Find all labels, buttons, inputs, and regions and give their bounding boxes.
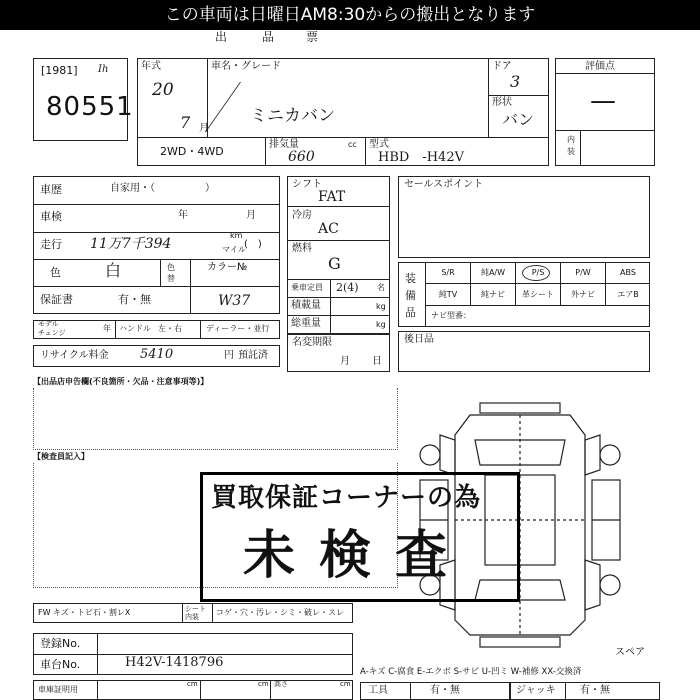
handle-value: 左・右 [158, 324, 182, 333]
gross-weight-label: 総重量 [291, 318, 321, 329]
month-value: 7 [180, 113, 191, 132]
form-title-fragment: 出 [215, 30, 228, 44]
equipment-label: 装備品 [405, 272, 416, 319]
mileage-label: 走行 [40, 238, 62, 251]
model-value: ミニカバン [250, 106, 335, 126]
sales-point-label: セールスポイント [404, 179, 484, 190]
equip-airbag: エアB [606, 284, 650, 306]
mileage-value: 11万7千394 [90, 236, 172, 252]
equip-leather-seat: 革シート [516, 284, 561, 306]
equip-genuine-navi: 純ナビ [471, 284, 516, 306]
aircon-label: 冷房 [292, 210, 312, 221]
equip-aftermarket-navi: 外ナビ [561, 284, 606, 306]
doors-label: ドア [492, 61, 512, 72]
shift-label: シフト [292, 179, 322, 190]
jack-value: 有・無 [580, 685, 610, 696]
equip-sunroof: S/R [426, 262, 471, 284]
recycle-value: 5410 [140, 347, 174, 362]
interior-label: 内装 [567, 135, 575, 156]
history-value: 自家用・（ ） [110, 183, 215, 194]
lot-number-box [33, 58, 134, 141]
displacement-label: 排気量 [269, 139, 299, 150]
uninspected-stamp [200, 472, 520, 602]
model-change-label: モデル [38, 320, 59, 328]
power-steering-circle [522, 265, 550, 281]
mileage-paren: ( ) [244, 239, 262, 250]
doors-value: 3 [510, 72, 521, 91]
pickup-notice-banner: この車両は日曜日AM8:30からの搬出となります [0, 0, 700, 30]
capacity-value: 2(4) [336, 281, 359, 294]
displacement-unit: cc [348, 140, 357, 149]
body-shape-value: バン [502, 110, 535, 129]
shift-value: FAT [318, 189, 346, 205]
capacity-label: 乗車定員 [291, 283, 323, 292]
navi-model-label: ナビ型番： [431, 311, 471, 320]
spare-label: スペア [615, 647, 645, 658]
registration-label: 登録No. [40, 637, 81, 650]
chassis-value: H42V-1418796 [125, 655, 224, 670]
fuel-label: 燃料 [292, 243, 312, 254]
equip-genuine-tv: 純TV [426, 284, 471, 306]
lot-number: 80551 [46, 92, 134, 122]
mileage-mile-unit: マイル [222, 245, 246, 254]
seller-note-area [33, 388, 398, 450]
displacement-value: 660 [288, 149, 315, 165]
chassis-label: 車台No. [40, 658, 81, 671]
model-type-label: 型式 [369, 139, 389, 150]
later-items-label: 後日品 [404, 334, 434, 345]
equip-abs: ABS [606, 262, 650, 284]
color-label: 色 [50, 266, 61, 279]
form-title-fragment: 品 [262, 30, 275, 44]
name-change-unit: 月日 [340, 356, 404, 367]
handle-label: ハンドル [119, 324, 151, 333]
certificate-label: 車庫証明用 [38, 685, 78, 694]
body-shape-label: 形状 [492, 97, 512, 108]
inspection-month-unit: 月 [246, 210, 256, 221]
later-items-box [398, 331, 650, 372]
color-value: 白 [105, 261, 122, 280]
jack-label: ジャッキ [516, 685, 556, 696]
color-no-value: W37 [218, 293, 251, 309]
inspection-year-unit: 年 [178, 210, 188, 221]
load-unit: kg [376, 302, 386, 311]
cert-unit-1: cm [187, 680, 198, 688]
seat-interior-label: シート内装 [185, 605, 206, 621]
cert-unit-2: cm [258, 680, 269, 688]
year-value: 20 [152, 80, 174, 100]
equip-power-steering: P/S [516, 262, 561, 284]
month-unit: 月 [199, 123, 209, 134]
stamp-line2: 未検査 [243, 526, 472, 586]
drive-label: 2WD・4WD [160, 145, 224, 158]
repaint-label: 色替 [167, 263, 175, 283]
cert-unit-3: cm [340, 680, 351, 688]
fuel-value: G [328, 254, 341, 273]
warranty-value: 有・無 [118, 293, 151, 306]
gross-weight-unit: kg [376, 320, 386, 329]
seller-note-label: 【出品店申告欄(不良箇所・欠品・注意事項等)】 [33, 377, 209, 386]
model-change-label2: チェンジ [38, 329, 66, 337]
recycle-label: リサイクル料金 [40, 350, 109, 361]
color-no-label: カラー№ [207, 262, 248, 273]
inspection-label: 車検 [40, 210, 62, 223]
dealer-label: ディーラー・並行 [206, 324, 270, 333]
form-title-fragment: 票 [306, 30, 319, 44]
tools-value: 有・無 [430, 685, 460, 696]
model-change-year-unit: 年 [103, 324, 111, 333]
lot-year-tag: [1981] [41, 64, 78, 77]
damage-legend: A-キズ C-腐食 E-エクボ S-サビ U-凹ミ W-補修 XX-交換済 [360, 667, 582, 677]
warranty-label: 保証書 [40, 293, 73, 306]
cert-height-label: 高さ [274, 680, 288, 688]
mileage-km-unit: km [230, 231, 243, 240]
capacity-unit: 名 [377, 283, 385, 292]
stamp-line1: 買取保証コーナーの為 [211, 483, 482, 513]
defects-right: コゲ・穴・汚レ・シミ・破レ・スレ [216, 608, 344, 617]
model-label: 車名・グレード [211, 61, 281, 72]
score-label: 評価点 [585, 61, 615, 72]
score-value: — [590, 86, 616, 116]
history-label: 車歴 [40, 183, 62, 196]
equip-power-window: P/W [561, 262, 606, 284]
defects-left: FW キズ・トビ石・割レX [38, 608, 131, 617]
recycle-deposit: 預託済 [238, 350, 268, 361]
load-label: 積載量 [291, 300, 321, 311]
model-type-value: HBD -H42V [378, 150, 464, 165]
lot-small-mark: Ih [98, 64, 109, 75]
year-label: 年式 [141, 61, 161, 72]
name-change-label: 名変期限 [292, 337, 332, 348]
recycle-unit: 円 [224, 350, 234, 361]
equip-genuine-aw: 純A/W [471, 262, 516, 284]
tools-label: 工具 [368, 685, 388, 696]
aircon-value: AC [318, 221, 339, 237]
inspector-note-label: 【検査員記入】 [33, 452, 89, 461]
